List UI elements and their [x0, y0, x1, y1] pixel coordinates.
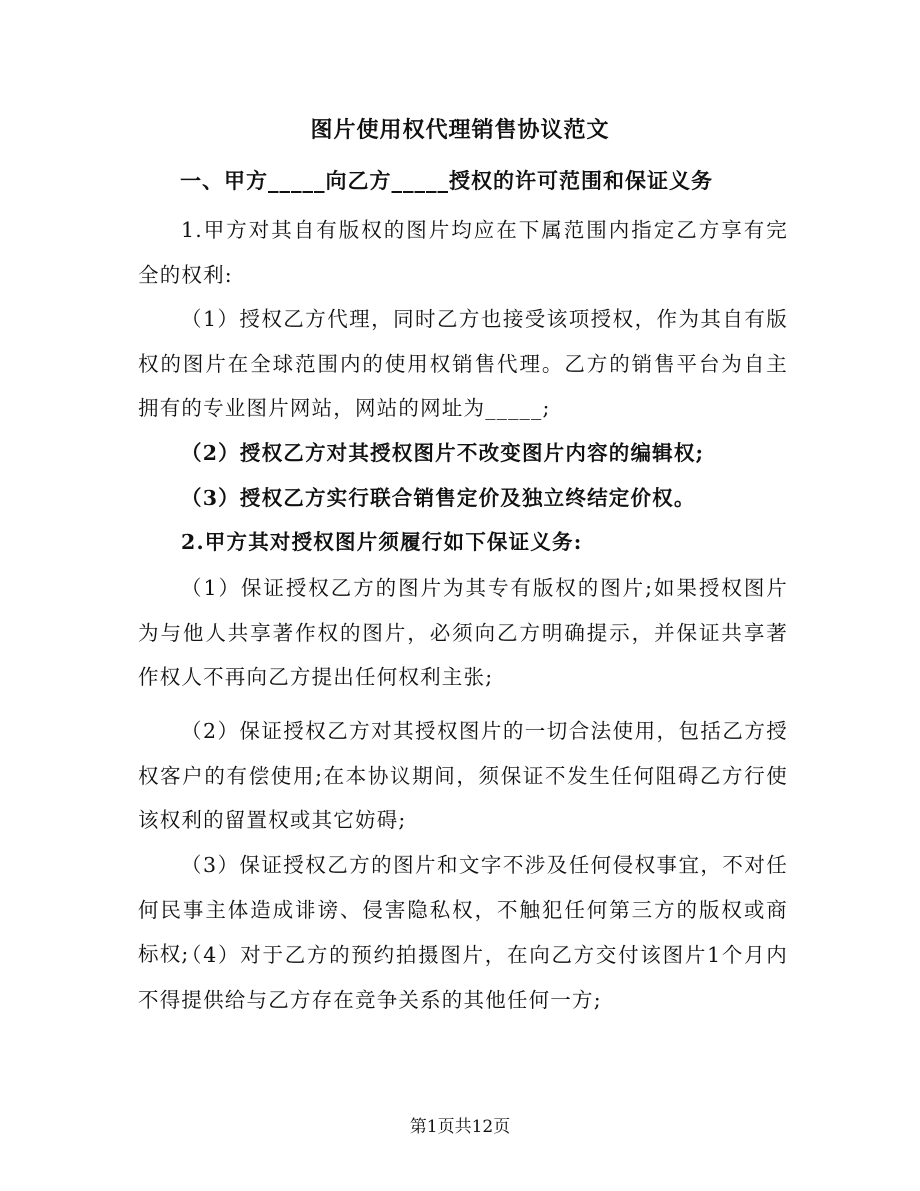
paragraph-6: （1）保证授权乙方的图片为其专有版权的图片;如果授权图片为与他人共享著作权的图片，必须向乙方明确提示，并保证共享著作权人不再向乙方提出任何权利主张;: [138, 576, 788, 689]
section-heading-1: 一、甲方_____向乙方_____授权的许可范围和保证义务: [180, 168, 713, 193]
paragraph-2: （1）授权乙方代理，同时乙方也接受该项授权，作为其自有版权的图片在全球范围内的使用权销售代理。乙方的销售平台为自主拥有的专业图片网站，网站的网址为_____;: [138, 307, 788, 420]
paragraph-7: （2）保证授权乙方对其授权图片的一切合法使用，包括乙方授权客户的有偿使用;在本协议期间，须保证不发生任何阻碍乙方行使该权利的留置权或其它妨碍;: [138, 719, 788, 832]
paragraph-8: （3）保证授权乙方的图片和文字不涉及任何侵权事宜，不对任何民事主体造成诽谤、侵害隐私权，不触犯任何第三方的版权或商标权;: [138, 853, 788, 966]
paragraph-9: （4）对于乙方的预约拍摄图片，在向乙方交付该图片1个月内不得提供给与乙方存在竞争关系的其他任何一方;: [138, 943, 788, 1012]
paragraph-4: （3）授权乙方实行联合销售定价及独立终结定价权。: [181, 486, 696, 510]
paragraph-5: 2.甲方其对授权图片须履行如下保证义务:: [181, 530, 583, 554]
document-title: 图片使用权代理销售协议范文: [310, 117, 610, 143]
page-number: 第1页共12页: [409, 1117, 511, 1137]
paragraph-1: 1.甲方对其自有版权的图片均应在下属范围内指定乙方享有完全的权利:: [138, 218, 788, 287]
paragraph-3: （2）授权乙方对其授权图片不改变图片内容的编辑权;: [181, 441, 705, 465]
